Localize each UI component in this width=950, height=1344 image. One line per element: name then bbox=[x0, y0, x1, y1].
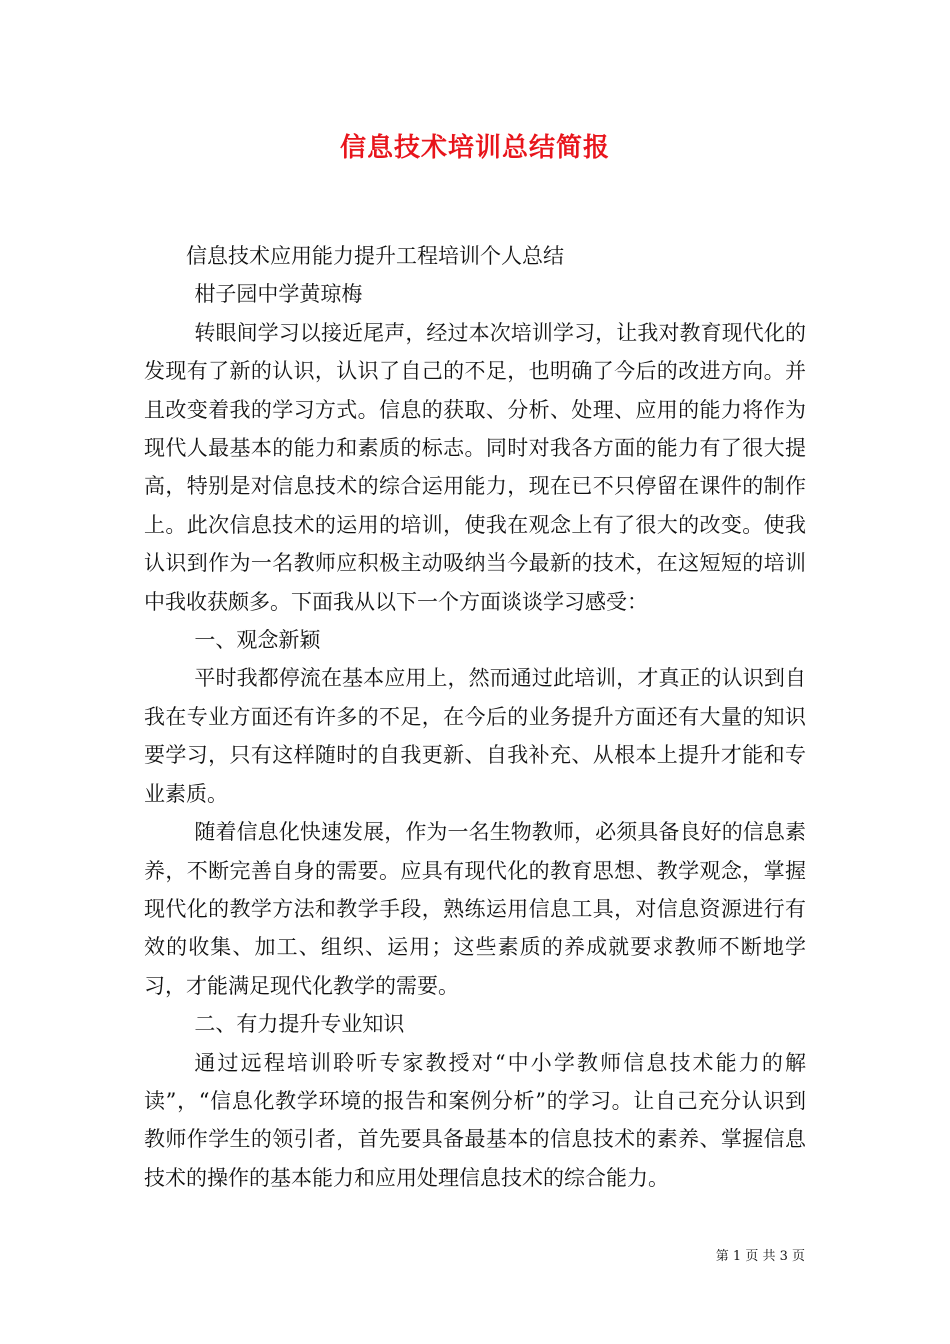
body-paragraph: 随着信息化快速发展，作为一名生物教师，必须具备良好的信息素养，不断完善自身的需要。应具有现代化的教育思想、教学观念，掌握现代化的教学方法和教学手段，熟练运用信息工具，对信息资源进行有效的收集、加工、组织、运用；这些素质的养成就要求教师不断地学习，才能满足现代化教学的需要。 bbox=[144, 820, 806, 998]
body-paragraph: 通过远程培训聆听专家教授对“中小学教师信息技术能力的解读”，“信息化教学环境的报告和案例分析”的学习。让自己充分认识到教师作学生的领引者，首先要具备最基本的信息技术的素养、掌握信息技术的操作的基本能力和应用处理信息技术的综合能力。 bbox=[144, 1050, 806, 1190]
body-paragraph: 转眼间学习以接近尾声，经过本次培训学习，让我对教育现代化的发现有了新的认识，认识了自己的不足，也明确了今后的改进方向。并且改变着我的学习方式。信息的获取、分析、处理、应用的能力将作为现代人最基本的能力和素质的标志。同时对我各方面的能力有了很大提高，特别是对信息技术的综合运用能力，现在已不只停留在课件的制作上。此次信息技术的运用的培训，使我在观念上有了很大的改变。使我认识到作为一名教师应积极主动吸纳当今最新的技术，在这短短的培训中我收获颇多。下面我从以下一个方面谈谈学习感受： bbox=[144, 320, 806, 614]
subtitle-paragraph: 信息技术应用能力提升工程培训个人总结 bbox=[186, 244, 564, 268]
page-number-footer: 第 1 页 共 3 页 bbox=[715, 1249, 805, 1264]
page-title: 信息技术培训总结简报 bbox=[339, 133, 610, 163]
document-body bbox=[144, 237, 806, 1197]
author-line: 柑子园中学黄琼梅 bbox=[194, 282, 363, 307]
section-heading: 一、观念新颖 bbox=[194, 628, 321, 653]
body-paragraph: 平时我都停流在基本应用上，然而通过此培训，才真正的认识到自我在专业方面还有许多的不足，在今后的业务提升方面还有大量的知识要学习，只有这样随时的自我更新、自我补充、从根本上提升才能和专业素质。 bbox=[144, 666, 806, 806]
section-heading: 二、有力提升专业知识 bbox=[194, 1012, 405, 1037]
